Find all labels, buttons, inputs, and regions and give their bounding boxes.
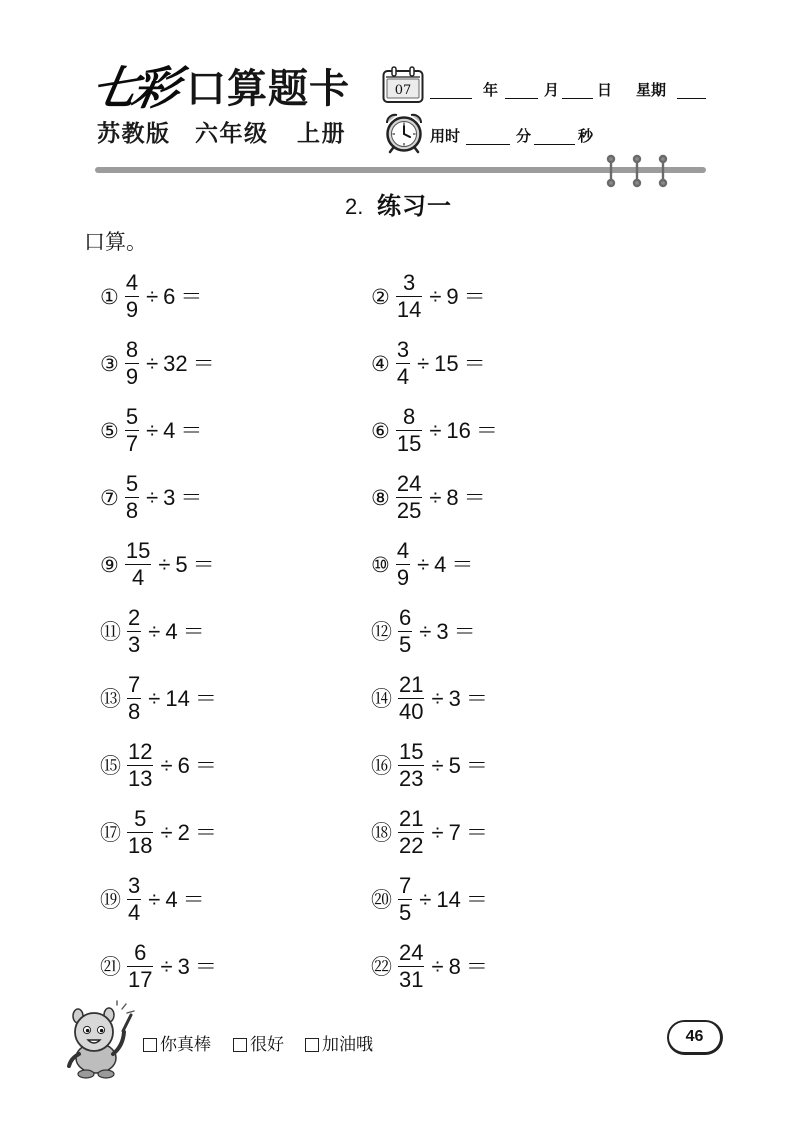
grade-label: 六年级 — [195, 120, 269, 146]
year-label: 年 — [483, 82, 499, 99]
time-used-label: 用时 — [430, 128, 461, 145]
equals-sign: ＝ — [453, 618, 476, 644]
divide-sign: ÷ — [419, 618, 432, 644]
minutes-blank[interactable] — [466, 144, 510, 145]
divide-sign: ÷ — [417, 551, 430, 577]
problem-item — [100, 732, 217, 799]
page-number: 46 — [685, 1028, 704, 1045]
divisor: 4 — [165, 618, 178, 644]
minute-label: 分 — [516, 128, 532, 145]
divisor: 16 — [446, 417, 471, 443]
equals-sign: ＝ — [465, 953, 488, 979]
section-number: 2. — [345, 194, 364, 219]
weekday-blank[interactable] — [677, 98, 706, 99]
fraction-numerator: 15 — [399, 738, 424, 764]
fraction-numerator: 2 — [128, 604, 141, 630]
fraction-numerator: 3 — [396, 336, 410, 362]
fraction-denominator: 22 — [399, 833, 424, 859]
fraction — [127, 605, 141, 659]
equals-sign: ＝ — [465, 685, 488, 711]
problem-number: ⑪ — [100, 619, 121, 644]
problem-number: ⑬ — [100, 686, 121, 711]
equals-sign: ＝ — [180, 484, 203, 510]
fraction-denominator: 5 — [399, 632, 412, 658]
fraction-numerator: 21 — [399, 805, 424, 831]
fraction-numerator: 5 — [125, 470, 139, 496]
fraction-numerator: 3 — [128, 872, 141, 898]
month-label: 月 — [544, 82, 560, 99]
fraction — [396, 471, 422, 525]
problem-item — [371, 665, 488, 732]
problem-item — [371, 732, 488, 799]
fraction-numerator: 24 — [399, 939, 424, 965]
divide-sign: ÷ — [417, 350, 430, 376]
equals-sign: ＝ — [194, 752, 217, 778]
divide-sign: ÷ — [148, 685, 161, 711]
rating-good-checkbox[interactable] — [233, 1038, 247, 1052]
problem-item — [100, 598, 205, 665]
problem-item — [371, 799, 488, 866]
fraction — [125, 471, 139, 525]
equals-sign: ＝ — [194, 953, 217, 979]
fraction-denominator: 3 — [128, 632, 141, 658]
fraction — [396, 270, 422, 324]
divisor: 4 — [434, 551, 447, 577]
fraction — [125, 538, 151, 592]
fraction-numerator: 5 — [125, 403, 139, 429]
fraction — [127, 672, 141, 726]
calendar-icon — [382, 66, 424, 104]
problem-number: ⑱ — [371, 820, 392, 845]
edition-label: 苏教版 — [97, 120, 171, 146]
problem-item — [100, 464, 202, 531]
equals-sign: ＝ — [194, 685, 217, 711]
fraction — [398, 739, 424, 793]
rating-keep-going-checkbox[interactable] — [305, 1038, 319, 1052]
problem-number: ① — [100, 284, 119, 309]
problem-number: ⑫ — [371, 619, 392, 644]
fraction-numerator: 5 — [134, 805, 147, 831]
second-label: 秒 — [578, 128, 594, 145]
divide-sign: ÷ — [146, 283, 159, 309]
fraction-numerator: 7 — [399, 872, 412, 898]
fraction-numerator: 12 — [128, 738, 153, 764]
equals-sign: ＝ — [465, 886, 488, 912]
fraction-numerator: 15 — [125, 537, 151, 563]
problem-item — [100, 263, 202, 330]
divide-sign: ÷ — [160, 752, 173, 778]
fraction — [398, 672, 424, 726]
weekday-label: 星期 — [636, 82, 667, 99]
equals-sign: ＝ — [463, 350, 486, 376]
problem-item — [100, 531, 215, 598]
binder-rings-decoration — [600, 153, 676, 189]
brand-logo-stylized: 七彩 — [87, 61, 179, 115]
fraction — [127, 873, 141, 927]
divisor: 5 — [448, 752, 461, 778]
equals-sign: ＝ — [180, 283, 203, 309]
problem-item — [100, 799, 217, 866]
rating-great-checkbox[interactable] — [143, 1038, 157, 1052]
divisor: 8 — [446, 484, 459, 510]
fraction — [127, 739, 153, 793]
fraction-denominator: 4 — [131, 565, 145, 591]
fraction — [127, 806, 153, 860]
problem-item — [371, 531, 473, 598]
problem-item — [371, 464, 486, 531]
fraction-numerator: 6 — [399, 604, 412, 630]
divisor: 3 — [448, 685, 461, 711]
equals-sign: ＝ — [463, 484, 486, 510]
problem-number: ⑩ — [371, 552, 390, 577]
divide-sign: ÷ — [429, 417, 442, 443]
problem-item — [100, 933, 217, 1000]
rating-keep-going-label: 加油哦 — [322, 1035, 373, 1054]
fraction-denominator: 9 — [125, 364, 139, 390]
divide-sign: ÷ — [148, 886, 161, 912]
equals-sign: ＝ — [180, 417, 203, 443]
seconds-blank[interactable] — [534, 144, 575, 145]
fraction-denominator: 25 — [396, 498, 422, 524]
fraction — [396, 404, 422, 458]
problem-item — [100, 330, 215, 397]
problem-number: ⑧ — [371, 485, 390, 510]
problem-item — [371, 598, 476, 665]
equals-sign: ＝ — [182, 618, 205, 644]
problem-number: ⑥ — [371, 418, 390, 443]
problem-number: ③ — [100, 351, 119, 376]
divide-sign: ÷ — [146, 417, 159, 443]
fraction-denominator: 9 — [125, 297, 139, 323]
divide-sign: ÷ — [431, 819, 444, 845]
divisor: 6 — [177, 752, 190, 778]
divisor: 4 — [163, 417, 176, 443]
fraction-denominator: 13 — [128, 766, 153, 792]
fraction-denominator: 17 — [128, 967, 153, 993]
problem-number: ㉑ — [100, 954, 121, 979]
fraction-denominator: 14 — [396, 297, 422, 323]
fraction-numerator: 21 — [399, 671, 424, 697]
equals-sign: ＝ — [463, 283, 486, 309]
problem-number: ⑭ — [371, 686, 392, 711]
problem-item — [100, 866, 205, 933]
equals-sign: ＝ — [192, 350, 215, 376]
divide-sign: ÷ — [429, 283, 442, 309]
fraction-denominator: 4 — [128, 900, 141, 926]
fraction-numerator: 6 — [134, 939, 147, 965]
problem-number: ② — [371, 284, 390, 309]
divisor: 3 — [436, 618, 449, 644]
divisor: 2 — [177, 819, 190, 845]
fraction-denominator: 9 — [396, 565, 410, 591]
problem-item — [371, 933, 488, 1000]
equals-sign: ＝ — [465, 819, 488, 845]
problem-number: ⑤ — [100, 418, 119, 443]
problem-number: ⑦ — [100, 485, 119, 510]
problem-item — [371, 866, 488, 933]
volume-label: 上册 — [297, 120, 346, 146]
fraction — [396, 538, 410, 592]
divisor: 8 — [448, 953, 461, 979]
divide-sign: ÷ — [146, 350, 159, 376]
fraction-denominator: 8 — [125, 498, 139, 524]
rating-keep-going[interactable] — [305, 1034, 373, 1056]
fraction-numerator: 24 — [396, 470, 422, 496]
divisor: 14 — [436, 886, 461, 912]
divide-sign: ÷ — [158, 551, 171, 577]
problem-number: ⑯ — [371, 753, 392, 778]
problem-item — [371, 330, 486, 397]
divide-sign: ÷ — [431, 752, 444, 778]
divide-sign: ÷ — [146, 484, 159, 510]
fraction-numerator: 8 — [402, 403, 416, 429]
divisor: 32 — [163, 350, 188, 376]
fraction — [125, 337, 139, 391]
instruction-text: 口算。 — [84, 231, 147, 254]
problem-item — [100, 397, 202, 464]
problem-item — [371, 263, 486, 330]
alarm-clock-icon — [382, 112, 426, 154]
fraction-denominator: 15 — [396, 431, 422, 457]
divide-sign: ÷ — [148, 618, 161, 644]
divisor: 7 — [448, 819, 461, 845]
calendar-day-number: 07 — [394, 83, 412, 98]
fraction — [398, 940, 424, 994]
problem-item — [100, 665, 217, 732]
divisor: 5 — [175, 551, 188, 577]
divide-sign: ÷ — [160, 953, 173, 979]
divisor: 9 — [446, 283, 459, 309]
equals-sign: ＝ — [192, 551, 215, 577]
month-blank[interactable] — [505, 98, 538, 99]
fraction-denominator: 23 — [399, 766, 424, 792]
problem-item — [371, 397, 498, 464]
day-label: 日 — [597, 82, 613, 99]
problem-number: ④ — [371, 351, 390, 376]
divisor: 15 — [434, 350, 459, 376]
divisor: 3 — [177, 953, 190, 979]
rating-good[interactable] — [233, 1034, 284, 1056]
fraction-denominator: 4 — [396, 364, 410, 390]
fraction-numerator: 8 — [125, 336, 139, 362]
divide-sign: ÷ — [419, 886, 432, 912]
divide-sign: ÷ — [431, 685, 444, 711]
equals-sign: ＝ — [475, 417, 498, 443]
fraction-numerator: 4 — [396, 537, 410, 563]
fraction — [127, 940, 153, 994]
divisor: 4 — [165, 886, 178, 912]
problem-number: ⑨ — [100, 552, 119, 577]
fraction-numerator: 7 — [128, 671, 141, 697]
mascot-illustration — [60, 1000, 140, 1080]
divide-sign: ÷ — [431, 953, 444, 979]
fraction-denominator: 40 — [399, 699, 424, 725]
fraction-numerator: 4 — [125, 269, 139, 295]
problem-number: ⑮ — [100, 753, 121, 778]
fraction-denominator: 18 — [128, 833, 153, 859]
problem-number: ⑲ — [100, 887, 121, 912]
equals-sign: ＝ — [194, 819, 217, 845]
divisor: 14 — [165, 685, 190, 711]
day-blank[interactable] — [562, 98, 593, 99]
year-blank[interactable] — [430, 98, 472, 99]
fraction-denominator: 5 — [399, 900, 412, 926]
section-title: 练习一 — [377, 193, 452, 220]
equals-sign: ＝ — [451, 551, 474, 577]
brand-title: 口算题卡 — [186, 67, 350, 111]
problem-number: ⑰ — [100, 820, 121, 845]
page-number-badge — [667, 1020, 723, 1055]
divisor: 6 — [163, 283, 176, 309]
problem-number: ⑳ — [371, 887, 392, 912]
fraction — [398, 873, 412, 927]
fraction — [125, 270, 139, 324]
divisor: 3 — [163, 484, 176, 510]
rating-great[interactable] — [143, 1034, 211, 1056]
fraction-denominator: 7 — [125, 431, 139, 457]
fraction — [398, 605, 412, 659]
fraction-numerator: 3 — [402, 269, 416, 295]
fraction — [125, 404, 139, 458]
fraction-denominator: 31 — [399, 967, 424, 993]
equals-sign: ＝ — [465, 752, 488, 778]
divide-sign: ÷ — [160, 819, 173, 845]
rating-great-label: 你真棒 — [160, 1035, 211, 1054]
problem-number: ㉒ — [371, 954, 392, 979]
rating-good-label: 很好 — [250, 1035, 284, 1054]
equals-sign: ＝ — [182, 886, 205, 912]
problem-list — [100, 263, 620, 1000]
fraction — [396, 337, 410, 391]
fraction — [398, 806, 424, 860]
fraction-denominator: 8 — [128, 699, 141, 725]
divide-sign: ÷ — [429, 484, 442, 510]
